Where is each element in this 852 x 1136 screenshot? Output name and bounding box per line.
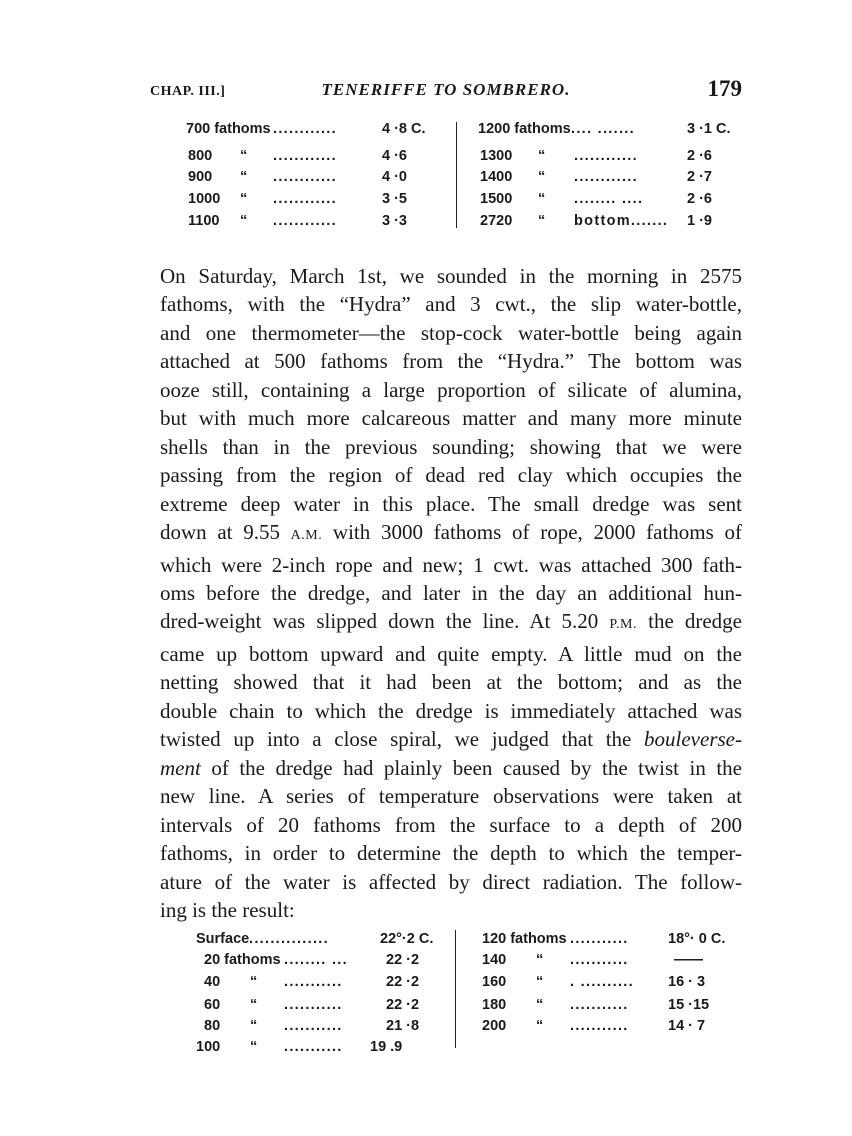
- italic-term: ment: [160, 755, 201, 780]
- running-head: [150, 78, 742, 108]
- text-line: new line. A series of temperature observations were taken at: [160, 784, 742, 809]
- text-line: oms before the dredge, and later in the day an additional hun-: [160, 580, 742, 605]
- italic-term: bouleverse-: [644, 727, 742, 752]
- table-row: 200 “ ........... 14 · 7: [482, 1018, 706, 1034]
- text-line: ing is the result:: [160, 897, 295, 922]
- text-line: shells than in the previous sounding; showing that we were: [160, 434, 742, 459]
- table-row: 1000 “ ............ 3 ·5: [188, 191, 407, 207]
- chapter-label: CHAP. III.]: [150, 84, 226, 99]
- table-row: 1200 fathoms .... ....... 3 ·1 C.: [478, 121, 731, 137]
- text-line: netting showed that it had been at the bottom; and as the: [160, 670, 742, 695]
- table-row: 1100 “ ............ 3 ·3: [188, 213, 407, 229]
- text-line: fathoms, with the “Hydra” and 3 cwt., the slip water-bottle,: [160, 292, 742, 317]
- small-caps-pm: P.M.: [609, 617, 637, 633]
- text-line: extreme deep water in this place. The small dredge was sent: [160, 491, 742, 516]
- table-row: 180 “ ........... 15 ·15: [482, 997, 710, 1013]
- table-row: 160 “ . .......... 16 · 3: [482, 974, 706, 990]
- page-number: 179: [707, 76, 742, 101]
- table-row: 20 fathoms ........ ... 22 ·2: [204, 952, 420, 968]
- table-row: 1400 “ ............ 2 ·7: [480, 169, 712, 185]
- table-row: 2720 “ bottom....... 1 ·9: [480, 213, 712, 229]
- column-divider: [456, 122, 457, 228]
- text-line: down at 9.55 A.M. with 3000 fathoms of rope, 2000 fathoms of: [160, 520, 742, 545]
- table-row: 700 fathoms ............ 4 ·8 C.: [186, 121, 426, 137]
- table-row: 140 “ ........... ——: [482, 952, 703, 968]
- text-line: came up bottom upward and quite empty. A little mud on the: [160, 641, 742, 666]
- table-row: 1500 “ ........ .... 2 ·6: [480, 191, 712, 207]
- table-row: 800 “ ............ 4 ·6: [188, 148, 407, 164]
- table-row: 80 “ ........... 21 ·8: [204, 1018, 420, 1034]
- text-line: but with much more calcareous matter and many more minute: [160, 406, 742, 431]
- text-line: double chain to which the dredge is immediately attached was: [160, 698, 742, 723]
- text-line: passing from the region of dead red clay which occupies the: [160, 463, 742, 488]
- text-line: On Saturday, March 1st, we sounded in the morning in 2575: [160, 264, 742, 288]
- small-caps-am: A.M.: [290, 528, 323, 544]
- text-line: and one thermometer—the stop-cock water-bottle being again: [160, 320, 742, 345]
- text-line: ature of the water is affected by direct radiation. The follow-: [160, 869, 742, 894]
- table-row: Surface ............... 22°·2 C.: [196, 931, 434, 947]
- table-row: 100 “ ........... 19 .9: [196, 1039, 403, 1055]
- text-line: ment of the dredge had plainly been caused by the twist in the: [160, 755, 742, 780]
- table-row: 900 “ ............ 4 ·0: [188, 169, 407, 185]
- table-row: 120 fathoms ........... 18°· 0 C.: [482, 931, 726, 947]
- text-line: dred-weight was slipped down the line. At 5.20 P.M. the dredge: [160, 609, 743, 634]
- text-line: which were 2-inch rope and new; 1 cwt. was attached 300 fath-: [160, 552, 742, 577]
- table-row: 40 “ ........... 22 ·2: [204, 974, 420, 990]
- body-paragraph: [160, 262, 742, 924]
- text-line: fathoms, in order to determine the depth to which the temper-: [160, 841, 742, 866]
- text-line: intervals of 20 fathoms from the surface to a depth of 200: [160, 812, 742, 837]
- text-line: ooze still, containing a large proportion of silicate of alumina,: [160, 377, 742, 402]
- table-row: 60 “ ........... 22 ·2: [204, 997, 420, 1013]
- table-row: 1300 “ ............ 2 ·6: [480, 148, 712, 164]
- column-divider: [455, 930, 456, 1048]
- text-line: twisted up into a close spiral, we judged that the bouleverse-: [160, 727, 742, 752]
- running-title: TENERIFFE TO SOMBRERO.: [321, 80, 571, 99]
- text-line: attached at 500 fathoms from the “Hydra.” The bottom was: [160, 349, 742, 374]
